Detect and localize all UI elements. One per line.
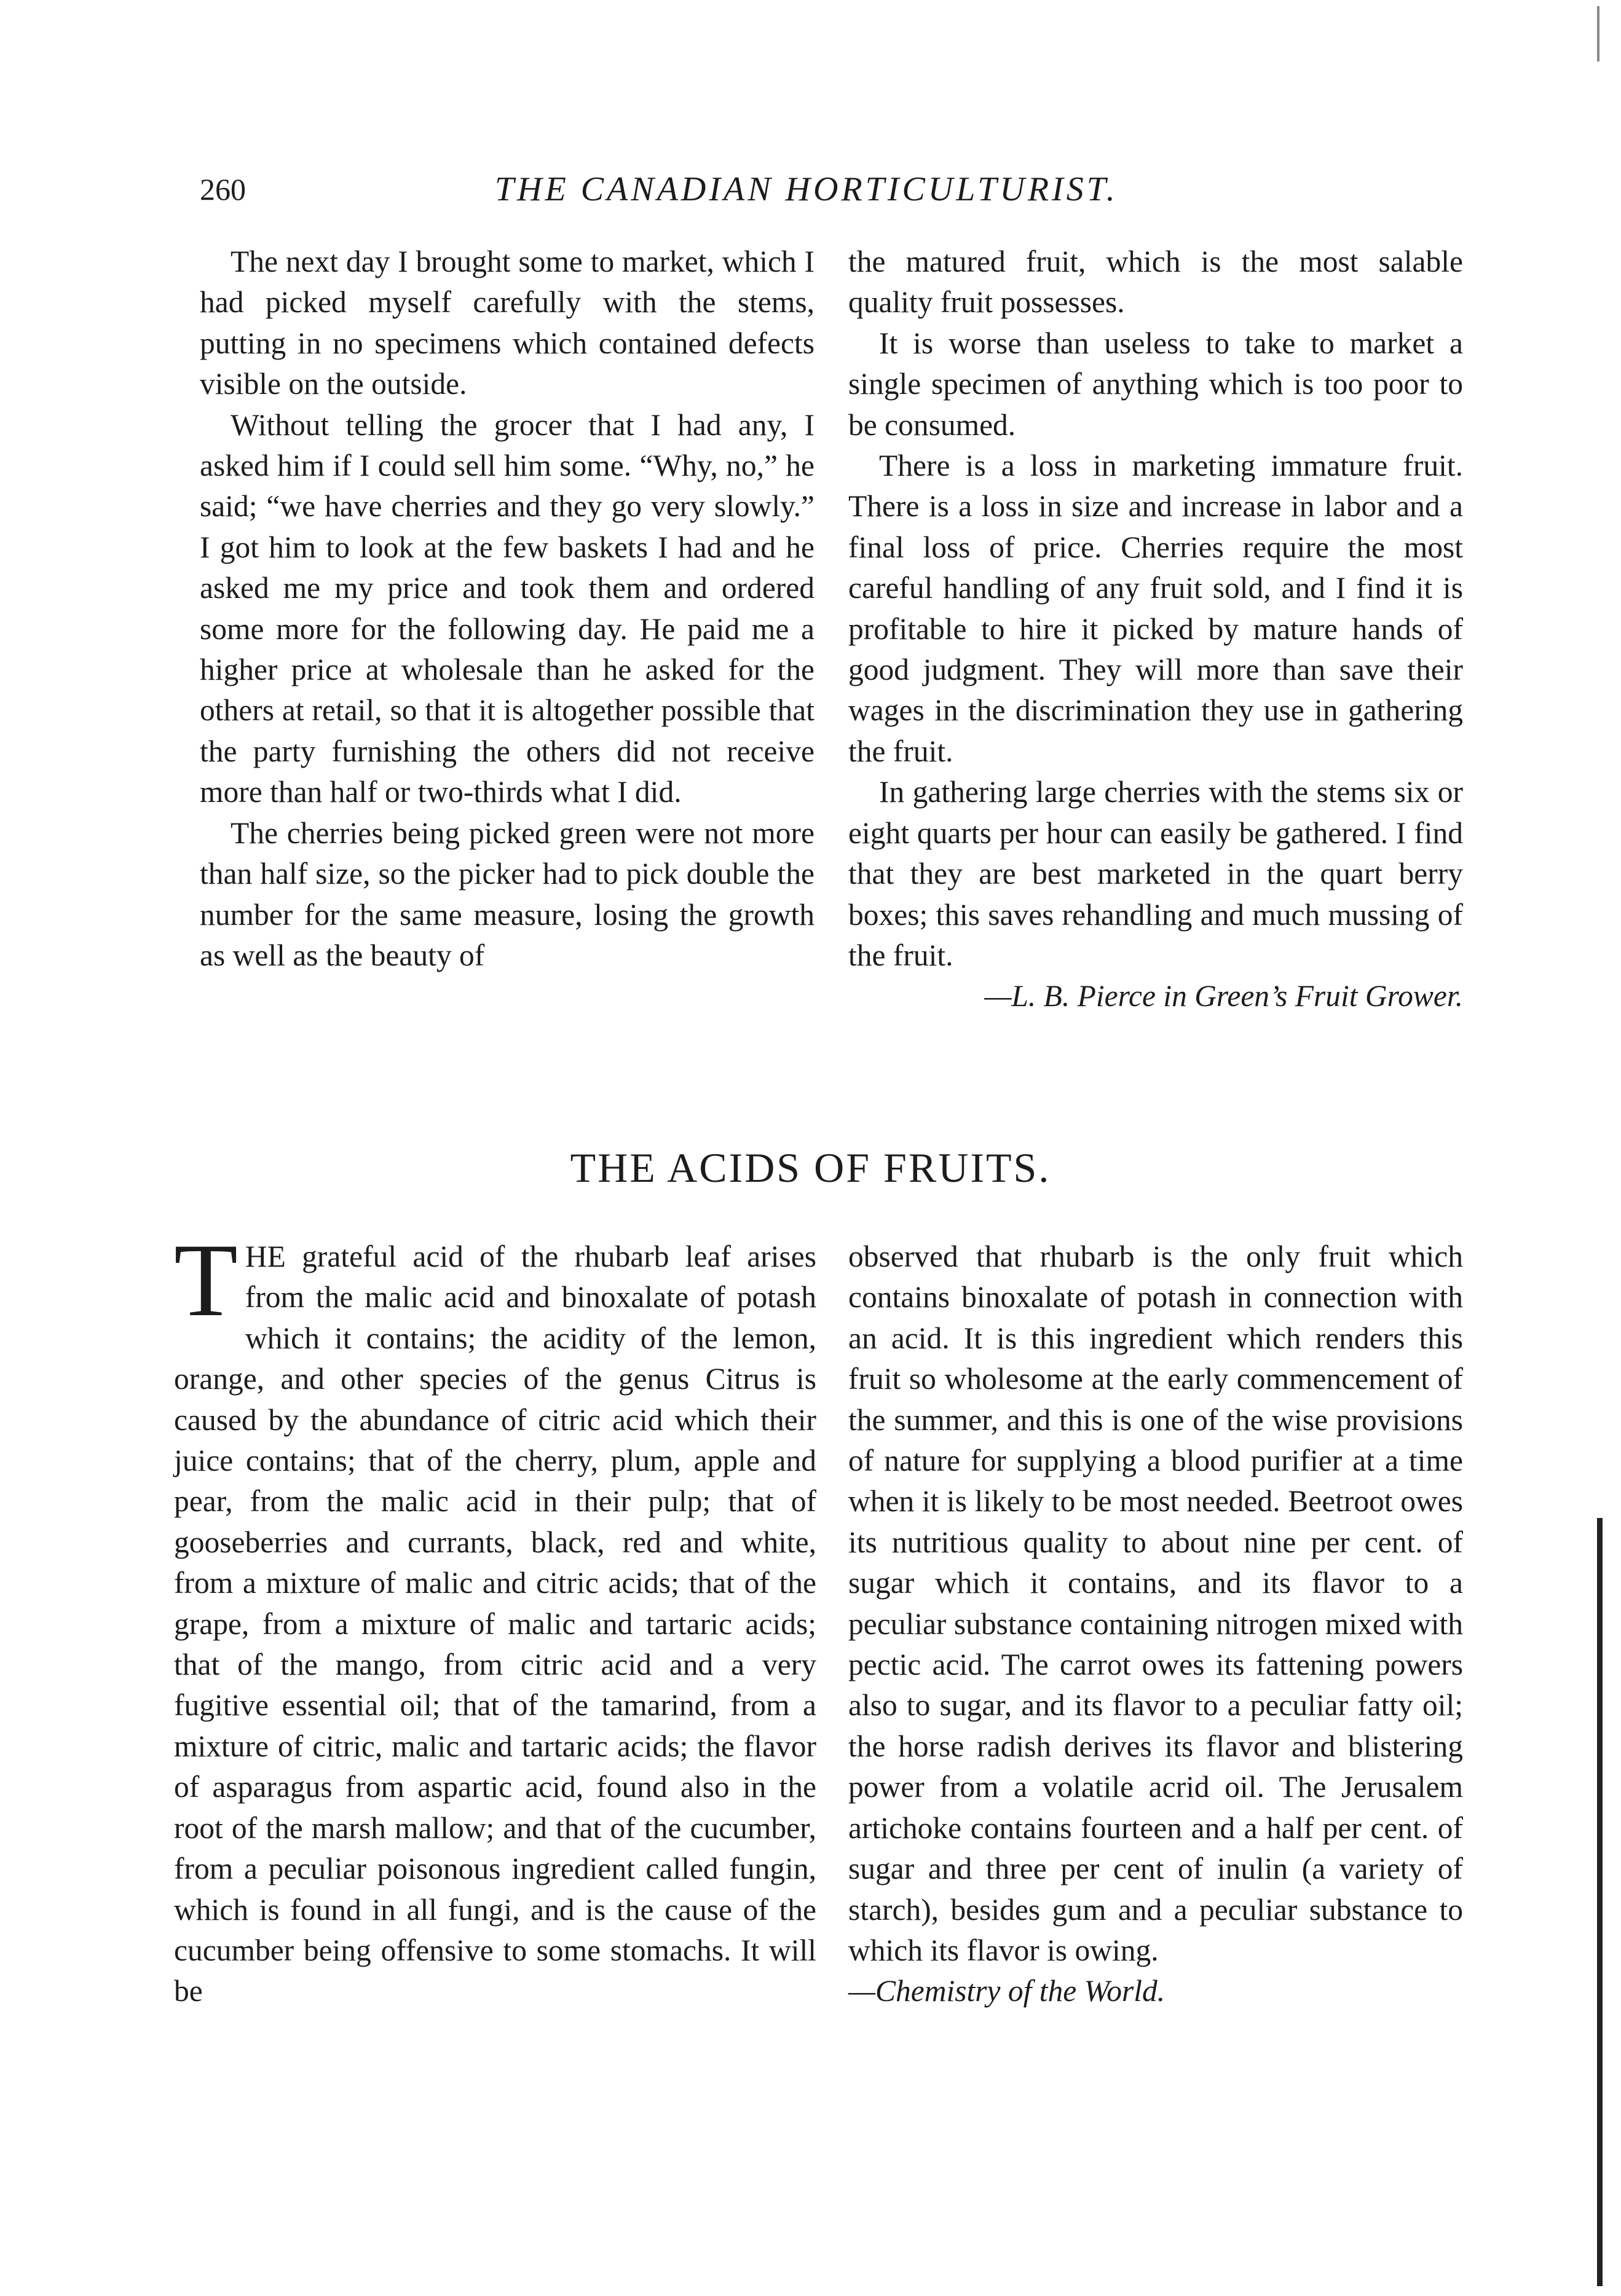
running-head [200, 165, 1263, 214]
paragraph-text: HE grateful acid of the rhubarb leaf arises from the malic acid and binoxalate of potash which it contains; the acidity of the lemon, orange, and other species of the genus Citrus is caused by the abundance of citric acid which their juice contains; that of the cherry, plum, apple and pear, from the malic acid in their pulp; that of gooseberries and currants, black, red and white, from a mixture of malic and citric acids; that of the grape, from a mixture of malic and tartaric acids; that of the mango, from citric acid and a very fugitive essential oil; that of the tamarind, from a mixture of citric, malic and tartaric acids; the flavor of asparagus from aspartic acid, found also in the root of the marsh mallow; and that of the cucumber, from a peculiar poisonous ingredient called fungin, which is found in all fungi, and is the cause of the cucumber being offensive to some stomachs. It will be [174, 1240, 816, 2008]
article-one-attribution: —L. B. Pierce in Green’s Fruit Grower. [984, 979, 1463, 1013]
paragraph: There is a loss in marketing immature fruit. There is a loss in size and increase in labor and a final loss of price. Cherries require the most careful handling of any fruit sold, and I find it is profitable to hire it picked by mature hands of good judgment. They will more than save their wages in the discrimination they use in gathering the fruit. [848, 449, 1463, 768]
paragraph: The next day I brought some to market, which I had picked myself carefully with the stems, putting in no specimens which contained defects visible on the outside. [200, 245, 814, 401]
article-title: THE ACIDS OF FRUITS. [570, 1144, 1051, 1191]
article-one-attribution-line [848, 976, 1463, 1016]
journal-title: THE CANADIAN HORTICULTURIST. [495, 170, 1118, 208]
scan-edge-bar [1597, 1518, 1603, 2286]
paragraph: The cherries being picked green were not more than half size, so the picker had to pick double the number for the same measure, losing the growth as well as the beauty of [200, 816, 814, 972]
paragraph [174, 1222, 816, 2012]
article-two-column-left [174, 1222, 816, 2012]
page-number: 260 [200, 172, 246, 206]
article-one-column-right [848, 242, 1463, 1017]
scan-edge-mark [1597, 6, 1599, 61]
paragraph: observed that rhubarb is the only fruit which contains binoxalate of potash in connection with an acid. It is this ingredient which renders this fruit so wholesome at the early commencement of the summer, and this is one of the wise provisions of nature for supplying a blood purifier at a time when it is likely to be most needed. Beetroot owes its nutritious quality to about nine per cent. of sugar which it contains, and its flavor to a peculiar substance containing nitrogen mixed with pectic acid. The carrot owes its fattening powers also to sugar, and its flavor to a peculiar fatty oil; the horse radish derives its flavor and blistering power from a volatile acrid oil. The Jerusalem artichoke contains fourteen and a half per cent. of sugar and three per cent of inulin (a variety of starch), besides gum and a peculiar substance to which its flavor is owing. [848, 1240, 1463, 1967]
paragraph: In gathering large cherries with the stems six or eight quarts per hour can easily be gathered. I find that they are best marketed in the quart berry boxes; this saves rehandling and much mussing of the fruit. [848, 775, 1463, 972]
article-two-column-right [848, 1236, 1463, 2012]
paragraph: Without telling the grocer that I had any, I asked him if I could sell him some. “Why, no,” he said; “we have cherries and they go very slowly.” I got him to look at the few baskets I had and he asked me my price and took them and ordered some more for the following day. He paid me a higher price at wholesale than he asked for the others at retail, so that it is altogether possible that the party furnishing the others did not receive more than half or two-thirds what I did. [200, 407, 814, 809]
paragraph-continuation: the matured fruit, which is the most salable quality fruit possesses. [848, 245, 1463, 320]
drop-cap: T [174, 1222, 238, 1338]
paragraph: It is worse than useless to take to market a single specimen of anything which is too poor to be consumed. [848, 326, 1463, 442]
article-one-column-left [200, 242, 814, 976]
article-two-attribution: —Chemistry of the World. [848, 1974, 1165, 2008]
